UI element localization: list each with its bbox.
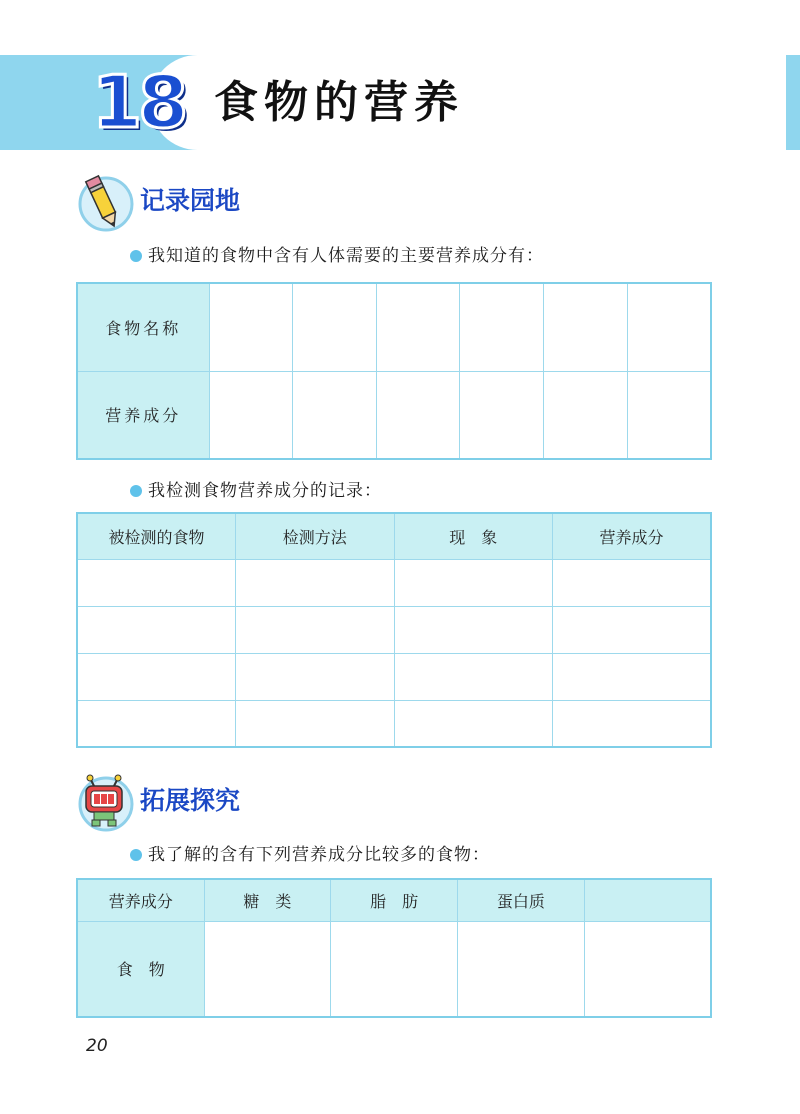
input-cell[interactable] [77, 653, 236, 700]
input-cell[interactable] [553, 606, 712, 653]
input-cell[interactable] [394, 559, 553, 606]
input-cell[interactable] [236, 606, 395, 653]
table-row [77, 283, 711, 371]
input-cell[interactable] [77, 559, 236, 606]
row-label-food: 食 物 [77, 921, 204, 1017]
input-cell[interactable] [394, 700, 553, 747]
robot-icon [74, 772, 134, 832]
input-cell[interactable] [236, 559, 395, 606]
input-cell[interactable] [376, 371, 460, 459]
col-header-blank[interactable] [584, 879, 711, 921]
input-cell[interactable] [394, 606, 553, 653]
table-row [77, 921, 711, 1017]
input-cell[interactable] [236, 700, 395, 747]
input-cell[interactable] [627, 371, 711, 459]
input-cell[interactable] [209, 371, 293, 459]
input-cell[interactable] [460, 283, 544, 371]
input-cell[interactable] [293, 283, 377, 371]
input-cell[interactable] [204, 921, 331, 1017]
input-cell[interactable] [553, 559, 712, 606]
input-cell[interactable] [553, 653, 712, 700]
col-header-food: 被检测的食物 [77, 513, 236, 559]
chapter-number: 18 [92, 60, 185, 144]
row-label-food-name: 食物名称 [77, 283, 209, 371]
col-header-nutrient: 营养成分 [553, 513, 712, 559]
input-cell[interactable] [458, 921, 585, 1017]
section-title: 记录园地 [140, 186, 241, 215]
table-row [77, 371, 711, 459]
input-cell[interactable] [77, 606, 236, 653]
input-cell[interactable] [331, 921, 458, 1017]
section-title: 拓展探究 [140, 786, 241, 815]
input-cell[interactable] [376, 283, 460, 371]
table-header-row [77, 513, 711, 559]
row-label-nutrient: 营养成分 [77, 371, 209, 459]
food-nutrient-table [76, 282, 712, 460]
col-header-protein: 蛋白质 [458, 879, 585, 921]
input-cell[interactable] [544, 283, 628, 371]
chapter-title: 食物的营养 [214, 77, 464, 128]
table-header-row [77, 879, 711, 921]
pencil-icon [74, 172, 134, 232]
row-label-nutrient: 营养成分 [77, 879, 204, 921]
prompt-rich-foods: 我了解的含有下列营养成分比较多的食物： [130, 843, 490, 867]
prompt-nutrients: 我知道的食物中含有人体需要的主要营养成分有： [130, 244, 544, 268]
chapter-header [0, 55, 800, 150]
input-cell[interactable] [209, 283, 293, 371]
col-header-fat: 脂 肪 [331, 879, 458, 921]
detection-record-table [76, 512, 712, 748]
bullet-icon [130, 849, 142, 861]
page-number: 20 [86, 1036, 108, 1056]
col-header-sugar: 糖 类 [204, 879, 331, 921]
input-cell[interactable] [77, 700, 236, 747]
input-cell[interactable] [544, 371, 628, 459]
table-row [77, 700, 711, 747]
section-record-header [74, 172, 374, 234]
input-cell[interactable] [627, 283, 711, 371]
bullet-icon [130, 250, 142, 262]
rich-foods-table [76, 878, 712, 1018]
prompt-detection: 我检测食物营养成分的记录： [130, 479, 382, 503]
section-explore-header [74, 772, 374, 834]
input-cell[interactable] [236, 653, 395, 700]
input-cell[interactable] [394, 653, 553, 700]
bullet-icon [130, 485, 142, 497]
input-cell[interactable] [553, 700, 712, 747]
table-row [77, 559, 711, 606]
input-cell[interactable] [293, 371, 377, 459]
input-cell[interactable] [460, 371, 544, 459]
table-row [77, 653, 711, 700]
table-row [77, 606, 711, 653]
input-cell[interactable] [584, 921, 711, 1017]
col-header-method: 检测方法 [236, 513, 395, 559]
col-header-phenomenon: 现 象 [394, 513, 553, 559]
